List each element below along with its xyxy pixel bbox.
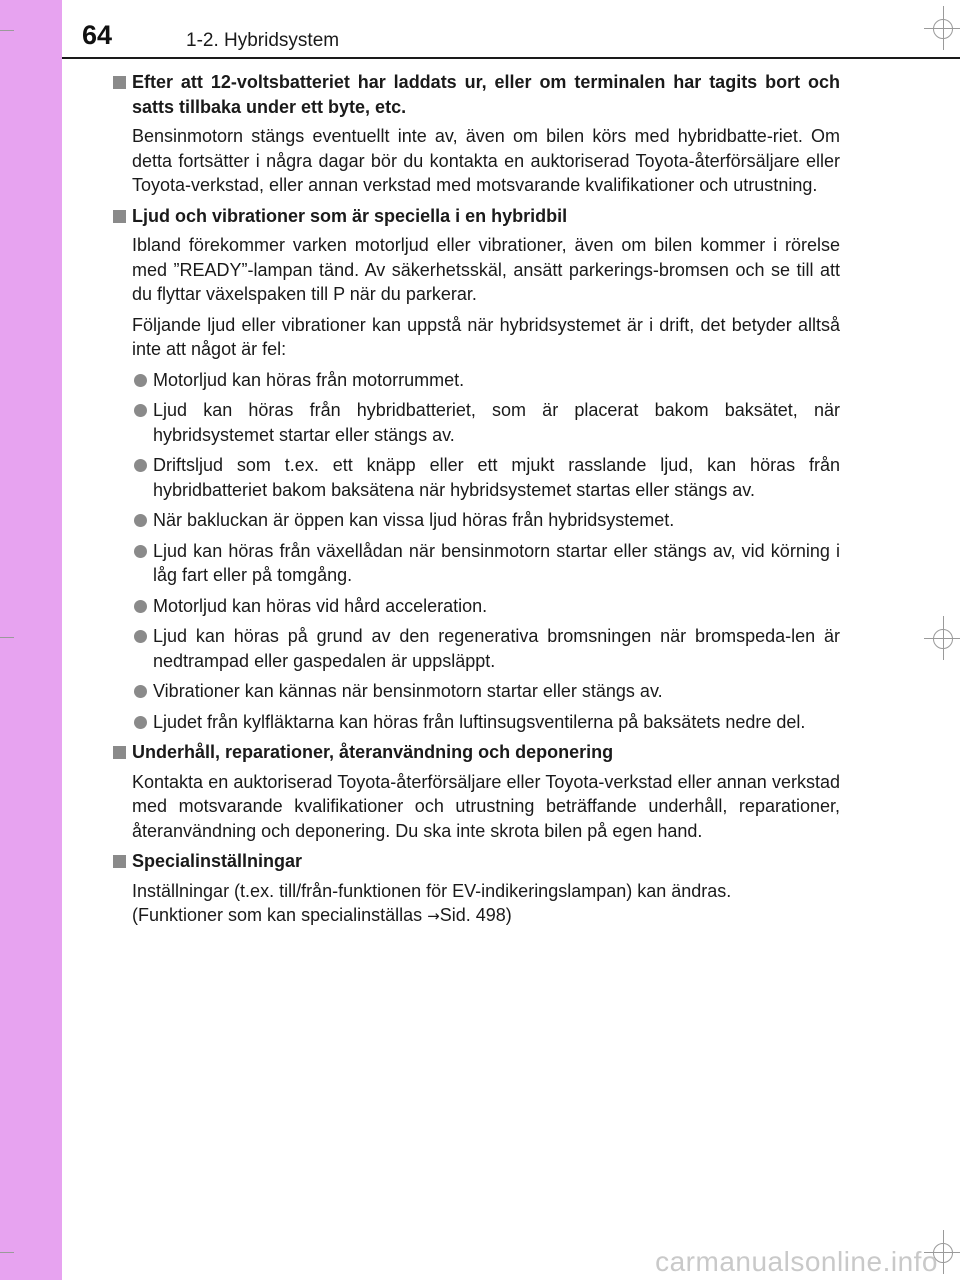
paragraph: Följande ljud eller vibrationer kan uppstå när hybridsystemet är i drift, det betyder alltså inte att något är fel: [132, 314, 840, 359]
circle-bullet-icon [134, 685, 147, 698]
section-battery [112, 70, 840, 198]
side-tab-strip [0, 0, 62, 1280]
list-item: Ljud kan höras på grund av den regenerativa bromsningen när bromspeda-len är nedtrampad eller gaspedalen är uppsläppt. [112, 624, 840, 673]
square-bullet-icon [113, 76, 126, 89]
circle-bullet-icon [134, 374, 147, 387]
crop-mark [924, 638, 960, 639]
crop-mark [0, 30, 14, 31]
header-rule [62, 57, 960, 59]
circle-bullet-icon [134, 514, 147, 527]
list-item: Driftsljud som t.ex. ett knäpp eller ett mjukt rasslande ljud, kan höras från hybridbatteriet bakom baksätena när hybridsystemet startas eller stängs av. [112, 453, 840, 502]
section-title: 1-2. Hybridsystem [186, 30, 340, 51]
square-bullet-icon [113, 210, 126, 223]
circle-bullet-icon [134, 600, 147, 613]
crop-mark [924, 28, 960, 29]
paragraph: Kontakta en auktoriserad Toyota-återförsäljare eller Toyota-verkstad eller annan verkstad med motsvarande kvalifikationer och utrustning beträffande underhåll, reparationer, återanvändning och deponering. Du ska inte skrota bilen på egen hand. [132, 771, 840, 841]
list-item: Motorljud kan höras från motorrummet. [112, 368, 840, 393]
paragraph: Inställningar (t.ex. till/från-funktionen för EV-indikeringslampan) kan ändras. (Funktioner som kan specialinställas →Sid. 498) [132, 880, 732, 925]
list-item: Vibrationer kan kännas när bensinmotorn startar eller stängs av. [112, 679, 840, 704]
section-heading: Underhåll, reparationer, återanvändning och deponering [112, 740, 840, 765]
crop-mark [0, 637, 14, 638]
section-maintenance [112, 740, 840, 843]
list-item: När bakluckan är öppen kan vissa ljud höras från hybridsystemet. [112, 508, 840, 533]
list-item: Motorljud kan höras vid hård acceleration. [112, 594, 840, 619]
section-heading: Specialinställningar [112, 849, 840, 874]
section-heading: Efter att 12-voltsbatteriet har laddats ur, eller om terminalen har tagits bort och satts tillbaka under ett byte, etc. [112, 70, 840, 119]
circle-bullet-icon [134, 630, 147, 643]
square-bullet-icon [113, 855, 126, 868]
circle-bullet-icon [134, 716, 147, 729]
square-bullet-icon [113, 746, 126, 759]
list-item: Ljudet från kylfläktarna kan höras från luftinsugsventilerna på baksätets nedre del. [112, 710, 840, 735]
paragraph: Bensinmotorn stängs eventuellt inte av, även om bilen körs med hybridbatte-riet. Om detta fortsätter i några dagar bör du kontakta en auktoriserad Toyota-återförsäljare eller Toyota-verkstad, eller annan verkstad med motsvarande kvalifikationer och utrustning. [132, 126, 840, 195]
circle-bullet-icon [134, 404, 147, 417]
paragraph: Ibland förekommer varken motorljud eller vibrationer, även om bilen kommer i rörelse med ”READY”-lampan tänd. Av säkerhetsskäl, ansätt parkerings-bromsen och se till att du flyttar växelspaken till P när du parkerar. [132, 235, 840, 304]
section-customization [112, 849, 840, 929]
page-reference[interactable]: (Funktioner som kan specialinställas →Sid. 498) [132, 905, 512, 925]
list-item: Ljud kan höras från växellådan när bensinmotorn startar eller stängs av, vid körning i låg fart eller på tomgång. [112, 539, 840, 588]
section-sounds [112, 204, 840, 735]
circle-bullet-icon [134, 545, 147, 558]
page-content [112, 70, 840, 935]
list-item: Ljud kan höras från hybridbatteriet, som är placerat bakom baksätet, när hybridsystemet startar eller stängs av. [112, 398, 840, 447]
section-heading: Ljud och vibrationer som är speciella i en hybridbil [112, 204, 840, 229]
crop-mark [0, 1252, 14, 1253]
page-number: 64 [82, 20, 113, 50]
watermark: carmanualsonline.info [655, 1246, 938, 1277]
circle-bullet-icon [134, 459, 147, 472]
arrow-right-icon: → [427, 907, 440, 925]
